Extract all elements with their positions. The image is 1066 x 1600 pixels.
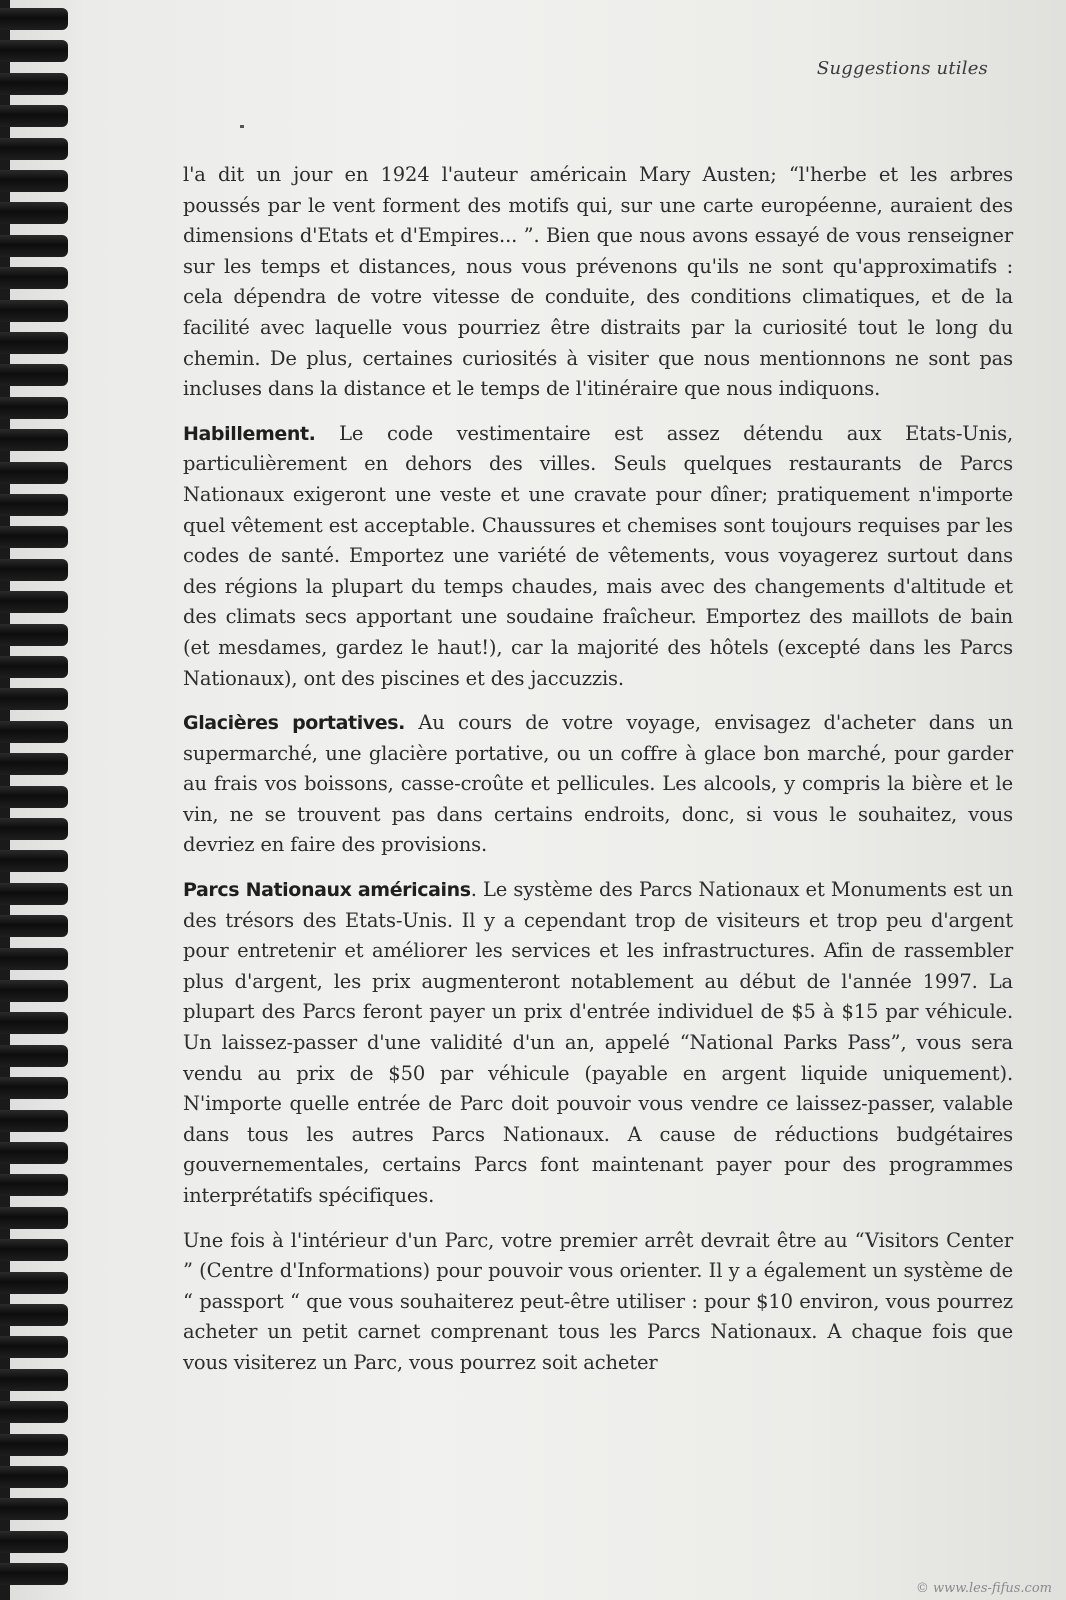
paragraph-visitors-center	[183, 1226, 1013, 1379]
paragraph-habillement	[183, 419, 1013, 694]
watermark: © www.les-fifus.com	[915, 1581, 1052, 1596]
binding-ring	[0, 624, 68, 646]
binding-ring	[0, 1207, 68, 1229]
paragraph-text: Une fois à l'intérieur d'un Parc, votre premier arrêt devrait être au “Visitors Center ” (Centre d'Informations) pour pouvoir vous orienter. Il y a également un système de “ passport “ que vous souhaiterez peut-être utiliser : pour $10 environ, vous pourrez acheter un petit carnet comprenant tous les Parcs Nationaux. A chaque fois que vous visiterez un Parc, vous pourrez soit acheter	[183, 1228, 1013, 1374]
binding-ring	[0, 1304, 68, 1326]
binding-ring	[0, 40, 68, 62]
paragraph-intro-continued	[183, 160, 1013, 405]
binding-ring	[0, 138, 68, 160]
binding-ring	[0, 332, 68, 354]
binding-ring	[0, 1239, 68, 1261]
binding-ring	[0, 300, 68, 322]
binding-ring	[0, 721, 68, 743]
binding-ring	[0, 1012, 68, 1034]
binding-ring	[0, 1142, 68, 1164]
binding-ring	[0, 688, 68, 710]
binding-ring	[0, 429, 68, 451]
binding-ring	[0, 1498, 68, 1520]
binding-ring	[0, 1174, 68, 1196]
paragraph-parcs-nationaux	[183, 875, 1013, 1212]
binding-ring	[0, 1531, 68, 1553]
paragraph-text: . Le système des Parcs Nationaux et Monuments est un des trésors des Etats-Unis. Il y a cependant trop de visiteurs et trop peu d'argent pour entretenir et améliorer les services et les infrastructures. Afin de rassembler plus d'argent, les prix augmenteront notablement au début de l'année 1997. La plupart des Parcs feront payer un prix d'entrée individuel de $5 à $15 par véhicule. Un laissez-passer d'une validité d'un an, appelé “National Parks Pass”, vous sera vendu au prix de $50 par véhicule (payable en argent liquide uniquement). N'importe quelle entrée de Parc doit pouvoir vous vendre ce laissez-passer, valable dans tous les autres Parcs Nationaux. A cause de réductions budgétaires gouvernementales, certains Parcs font maintenant payer pour des programmes interprétatifs spécifiques.	[183, 878, 1013, 1207]
binding-ring	[0, 462, 68, 484]
binding-ring	[0, 1434, 68, 1456]
section-heading: Parcs Nationaux américains	[183, 879, 471, 902]
binding-ring	[0, 915, 68, 937]
binding-ring	[0, 1077, 68, 1099]
binding-ring	[0, 850, 68, 872]
binding-ring	[0, 786, 68, 808]
binding-ring	[0, 1369, 68, 1391]
page-body	[183, 160, 1013, 1393]
binding-ring	[0, 656, 68, 678]
binding-ring	[0, 397, 68, 419]
binding-ring	[0, 235, 68, 257]
spiral-binding	[0, 0, 72, 1600]
binding-ring	[0, 494, 68, 516]
binding-ring	[0, 73, 68, 95]
binding-ring	[0, 105, 68, 127]
paragraph-text: l'a dit un jour en 1924 l'auteur américain Mary Austen; “l'herbe et les arbres poussés par le vent forment des motifs qui, sur une carte européenne, auraient des dimensions d'Etats et d'Empires... ”. Bien que nous avons essayé de vous renseigner sur les temps et distances, nous vous prévenons qu'ils ne sont qu'approximatifs : cela dépendra de votre vitesse de conduite, des conditions climatiques, et de la facilité avec laquelle vous pourriez être distraits par la curiosité tout le long du chemin. De plus, certaines curiosités à visiter que nous mentionnons ne sont pas incluses dans la distance et le temps de l'itinéraire que nous indiquons.	[183, 163, 1013, 401]
binding-ring	[0, 267, 68, 289]
binding-ring	[0, 591, 68, 613]
binding-ring	[0, 1110, 68, 1132]
running-header: Suggestions utiles	[816, 58, 988, 79]
paragraph-glacieres	[183, 708, 1013, 861]
binding-ring	[0, 980, 68, 1002]
binding-ring	[0, 818, 68, 840]
print-mark	[240, 125, 244, 128]
section-heading: Habillement.	[183, 422, 316, 445]
paragraph-text: Au cours de votre voyage, envisagez d'acheter dans un supermarché, une glacière portative, ou un coffre à glace bon marché, pour garder au frais vos boissons, casse-croûte et pellicules. Les alcools, y compris la bière et le vin, ne se trouvent pas dans certains endroits, donc, si vous le souhaitez, vous devriez en faire des provisions.	[183, 711, 1013, 857]
binding-ring	[0, 948, 68, 970]
binding-ring	[0, 8, 68, 30]
binding-ring	[0, 1563, 68, 1585]
binding-ring	[0, 526, 68, 548]
binding-ring	[0, 559, 68, 581]
binding-ring	[0, 202, 68, 224]
binding-ring	[0, 753, 68, 775]
section-heading: Glacières portatives.	[183, 712, 405, 735]
binding-ring	[0, 1045, 68, 1067]
binding-ring	[0, 1336, 68, 1358]
paragraph-text: Le code vestimentaire est assez détendu aux Etats-Unis, particulièrement en dehors des villes. Seuls quelques restaurants de Parcs Nationaux exigeront une veste et une cravate pour dîner; pratiquement n'importe quel vêtement est acceptable. Chaussures et chemises sont toujours requises par les codes de santé. Emportez une variété de vêtements, vous voyagerez surtout dans des régions la plupart du temps chaudes, mais avec des changements d'altitude et des climats secs apportant une soudaine fraîcheur. Emportez des maillots de bain (et mesdames, gardez le haut!), car la majorité des hôtels (excepté dans les Parcs Nationaux), ont des piscines et des jaccuzzis.	[183, 421, 1013, 690]
binding-ring	[0, 1272, 68, 1294]
binding-ring	[0, 883, 68, 905]
binding-ring	[0, 364, 68, 386]
binding-ring	[0, 1466, 68, 1488]
binding-ring	[0, 170, 68, 192]
binding-ring	[0, 1401, 68, 1423]
